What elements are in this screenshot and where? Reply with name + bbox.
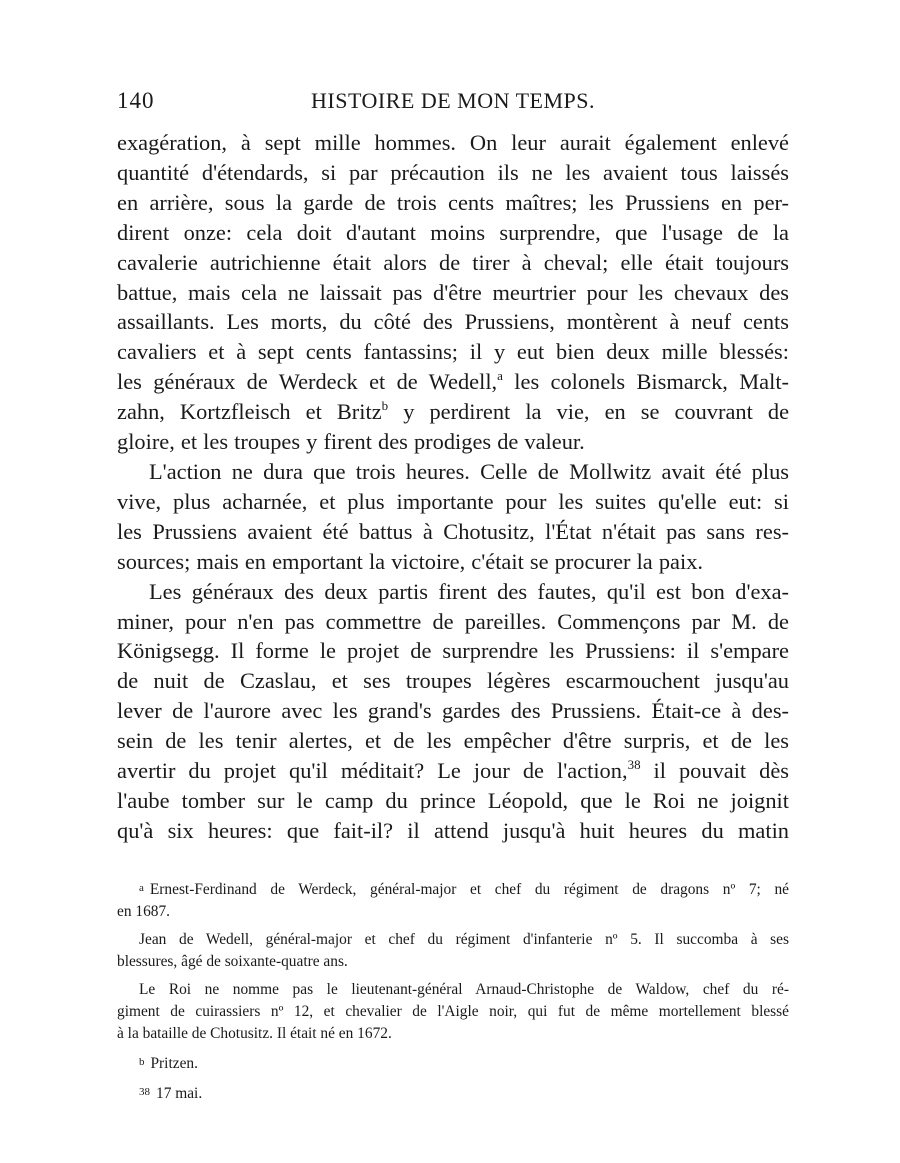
book-page	[117, 82, 789, 846]
footnotes	[117, 877, 789, 1111]
text-line	[117, 367, 789, 397]
text-line: miner, pour n'en pas commettre de pareilles. Commençons par M. de	[117, 608, 789, 634]
text-line: lever de l'aurore avec les grand's gardes des Prussiens. Était-ce à des-	[117, 698, 789, 724]
text-line: de nuit de Czaslau, et ses troupes légères escarmouchent jusqu'au	[117, 668, 789, 694]
text-line: Königsegg. Il forme le projet de surprendre les Prussiens: il s'empare	[117, 638, 789, 664]
text-line: Les généraux des deux partis firent des fautes, qu'il est bon d'exa-	[149, 578, 789, 604]
text-line: assaillants. Les morts, du côté des Prussiens, montèrent à neuf cents	[117, 309, 789, 335]
text-line: qu'à six heures: que fait-il? il attend jusqu'à huit heures du matin	[117, 817, 789, 843]
footnote-waldow	[117, 979, 789, 1045]
text-line	[117, 756, 789, 786]
text-segment: y perdirent la vie, en se couvrant de	[388, 399, 790, 425]
body-text	[117, 128, 789, 846]
text-line: cavalerie autrichienne était alors de tirer à cheval; elle était toujours	[117, 249, 789, 275]
footnote-line	[117, 1081, 789, 1105]
text-line: l'aube tomber sur le camp du prince Léopold, que le Roi ne joignit	[117, 787, 789, 813]
text-segment: Ernest-Ferdinand de Werdeck, général-major et chef du régiment de dragons nº 7; né	[149, 881, 789, 898]
footnote-line: en 1687.	[117, 903, 171, 920]
paragraph-1	[117, 128, 789, 457]
footnote-mark: a	[139, 882, 144, 894]
text-line: cavaliers et à sept cents fantassins; il y eut bien deux mille blessés:	[117, 339, 789, 365]
page-number: 140	[117, 88, 155, 113]
footnote-38	[117, 1081, 789, 1105]
text-line	[117, 397, 789, 427]
text-segment: il pouvait dès	[640, 758, 789, 784]
text-line: quantité d'étendards, si par précaution ils ne les avaient tous laissés	[117, 159, 789, 185]
text-segment: 17 mai.	[156, 1085, 203, 1102]
footnote-line	[117, 1051, 789, 1075]
text-line: L'action ne dura que trois heures. Celle de Mollwitz avait été plus	[149, 458, 789, 484]
text-line: en arrière, sous la garde de trois cents maîtres; les Prussiens en per-	[117, 189, 789, 215]
running-head: HISTOIRE DE MON TEMPS.	[311, 88, 595, 113]
text-line: les Prussiens avaient été battus à Chotusitz, l'État n'était pas sans res-	[117, 518, 789, 544]
footnote-line: giment de cuirassiers nº 12, et chevalier de l'Aigle noir, qui fut de même mortellement blessé	[117, 1003, 789, 1020]
text-line: sources; mais en emportant la victoire, c'était se procurer la paix.	[117, 548, 703, 574]
paragraph-3	[117, 577, 789, 846]
footnote-line: à la bataille de Chotusitz. Il était né en 1672.	[117, 1025, 392, 1042]
text-line: dirent onze: cela doit d'autant moins surprendre, que l'usage de la	[117, 219, 789, 245]
footnote-mark: 38	[139, 1086, 150, 1098]
text-line: battue, mais cela ne laissait pas d'être meurtrier pour les chevaux des	[117, 279, 789, 305]
text-line: vive, plus acharnée, et plus importante pour les suites qu'elle eut: si	[117, 488, 789, 514]
text-line: sein de les tenir alertes, et de les empêcher d'être surpris, et de les	[117, 728, 789, 754]
paragraph-2	[117, 457, 789, 577]
text-segment: zahn, Kortzfleisch et Britz	[117, 399, 382, 425]
footnote-mark: b	[139, 1056, 145, 1068]
text-segment: les généraux de Werdeck et de Wedell,	[117, 369, 498, 395]
page-header	[117, 82, 789, 122]
footnote-line: blessures, âgé de soixante-quatre ans.	[117, 953, 348, 970]
text-line: gloire, et les troupes y firent des prodiges de valeur.	[117, 429, 585, 455]
footnote-line: Jean de Wedell, général-major et chef du régiment d'infanterie nº 5. Il succomba à ses	[139, 931, 789, 948]
footnote-ref-38[interactable]: 38	[627, 757, 641, 773]
footnote-wedell	[117, 929, 789, 973]
text-segment: les colonels Bismarck, Malt-	[502, 369, 789, 395]
footnote-line	[117, 877, 789, 901]
footnote-ref-a[interactable]: a	[497, 368, 503, 384]
footnote-ref-b[interactable]: b	[381, 398, 389, 414]
footnote-line: Le Roi ne nomme pas le lieutenant-général Arnaud-Christophe de Waldow, chef du ré-	[139, 981, 789, 998]
text-line: exagération, à sept mille hommes. On leur aurait également enlevé	[117, 130, 789, 155]
text-segment: Pritzen.	[150, 1055, 198, 1072]
footnote-a	[117, 877, 789, 923]
footnote-b	[117, 1051, 789, 1075]
text-segment: avertir du projet qu'il méditait? Le jour de l'action,	[117, 758, 628, 784]
